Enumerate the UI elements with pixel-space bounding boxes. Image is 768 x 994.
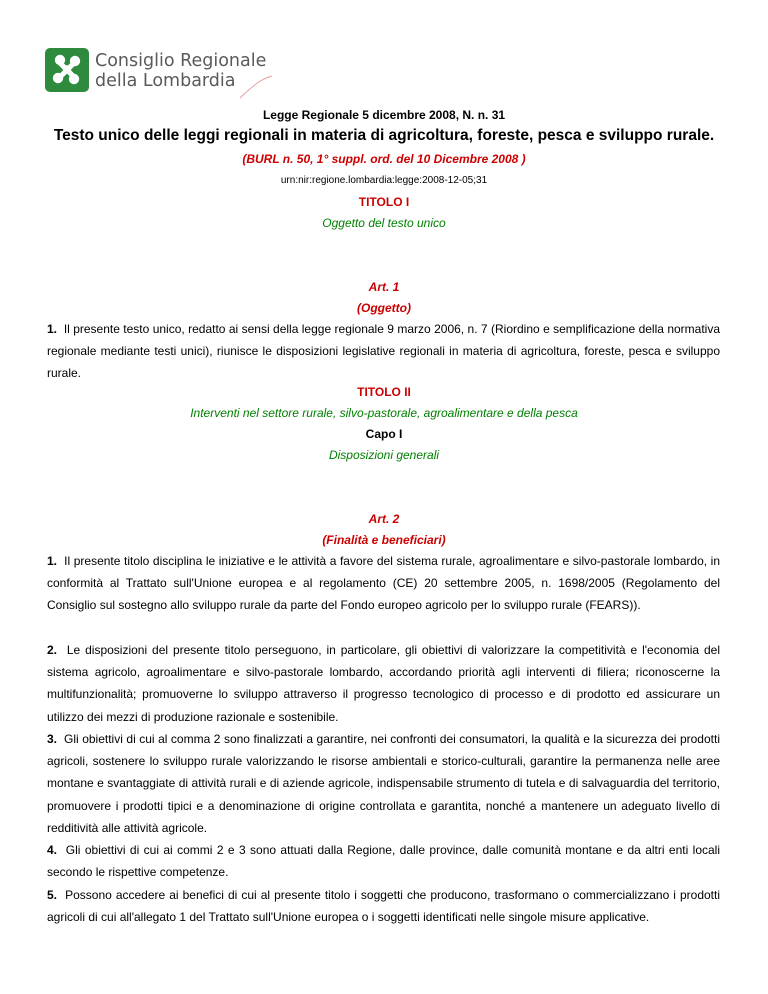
art-2-paragraph-3 bbox=[47, 728, 720, 839]
paragraph-text: Possono accedere ai benefici di cui al presente titolo i soggetti che producono, trasformano o commercializzano i prodotti agricoli di cui all'allegato 1 del Trattato sull'Unione europea o i soggetti identificati nelle singole misure applicative. bbox=[47, 888, 720, 925]
paragraph-text: Il presente testo unico, redatto ai sensi della legge regionale 9 marzo 2006, n. 7 (Riordino e semplificazione della normativa regionale mediante testi unici), riunisce le disposizioni legislative regionali in materia di agricoltura, foreste, pesca e sviluppo rurale. bbox=[47, 322, 721, 381]
titolo-2-subtitle: Interventi nel settore rurale, silvo-pastorale, agroalimentare e della pesca bbox=[190, 406, 578, 420]
logo-line-1: Consiglio Regionale bbox=[95, 51, 267, 71]
paragraph-number: 4. bbox=[47, 843, 58, 857]
logo-swoosh-icon bbox=[238, 74, 278, 100]
paragraph-number: 5. bbox=[47, 888, 58, 902]
logo-line-2: della Lombardia bbox=[95, 71, 236, 91]
paragraph-text: Il presente titolo disciplina le iniziative e le attività a favore del sistema rurale, agroalimentare e silvo-pastorale lombardo, in conformità al Trattato sull'Unione europea e al regolamento (CE) 20 settembre 2005, n. 1698/2005 (Regolamento del Consiglio sul sostegno allo sviluppo rurale da parte del Fondo europeo agricolo per lo sviluppo rurale (FEARS)). bbox=[47, 554, 721, 613]
law-reference: Legge Regionale 5 dicembre 2008, N. n. 31 bbox=[262, 108, 506, 122]
capo-1-subtitle: Disposizioni generali bbox=[328, 448, 440, 462]
art-2-paragraph-1 bbox=[47, 550, 720, 617]
paragraph-number: 3. bbox=[47, 732, 58, 746]
art-1-heading: (Oggetto) bbox=[357, 301, 411, 315]
art-2-paragraph-5 bbox=[47, 884, 720, 928]
page-title: Testo unico delle leggi regionali in materia di agricoltura, foreste, pesca e sviluppo rurale. bbox=[53, 127, 715, 144]
titolo-2-label: TITOLO II bbox=[357, 385, 411, 399]
art-1-paragraph bbox=[47, 318, 720, 385]
titolo-1-subtitle: Oggetto del testo unico bbox=[322, 216, 446, 230]
paragraph-text: Gli obiettivi di cui ai commi 2 e 3 sono attuati dalla Regione, dalle province, dalle comunità montane e da altri enti locali secondo le rispettive competenze. bbox=[47, 843, 720, 880]
logo-emblem-icon bbox=[45, 48, 89, 92]
burl-reference: (BURL n. 50, 1° suppl. ord. del 10 Dicembre 2008 ) bbox=[242, 152, 526, 166]
paragraph-text: Gli obiettivi di cui al comma 2 sono finalizzati a garantire, nei confronti dei consumatori, la qualità e la sicurezza dei prodotti agricoli, sostenere lo sviluppo rurale valorizzando le risorse ambientali e storico-culturali, garantire la permanenza nelle aree montane e svantaggiate di attività rurali e di aziende agricole, indispensabile strumento di tutela e di salvaguardia del territorio, promuovere i prodotti tipici e a denominazione di origine controllata e garantita, nonché a mantenere un adeguato livello di redditività alle attività agricole. bbox=[47, 732, 720, 835]
art-1-number: Art. 1 bbox=[368, 280, 400, 294]
paragraph-number: 2. bbox=[47, 643, 58, 657]
capo-1-label: Capo I bbox=[365, 427, 403, 441]
paragraph-text: Le disposizioni del presente titolo perseguono, in particolare, gli obiettivi di valorizzare la competitività e l'economia del sistema agricolo, agroalimentare e silvo-pastorale lombardo, accordando priorità agli interventi di filiera; riconoscerne la multifunzionalità; promuoverne lo sviluppo attraverso il progresso tecnologico di processo e di prodotto ed assicurare un utilizzo dei mezzi di produzione razionale e sostenibile. bbox=[47, 643, 721, 724]
titolo-1-label: TITOLO I bbox=[358, 195, 410, 209]
art-2-number: Art. 2 bbox=[368, 512, 400, 526]
art-2-paragraph-2 bbox=[47, 639, 720, 728]
art-2-paragraph-4 bbox=[47, 839, 720, 883]
art-2-heading: (Finalità e beneficiari) bbox=[322, 533, 446, 547]
paragraph-number: 1. bbox=[47, 554, 58, 568]
urn-identifier: urn:nir:regione.lombardia:legge:2008-12-05;31 bbox=[280, 175, 488, 186]
paragraph-number: 1. bbox=[47, 322, 58, 336]
